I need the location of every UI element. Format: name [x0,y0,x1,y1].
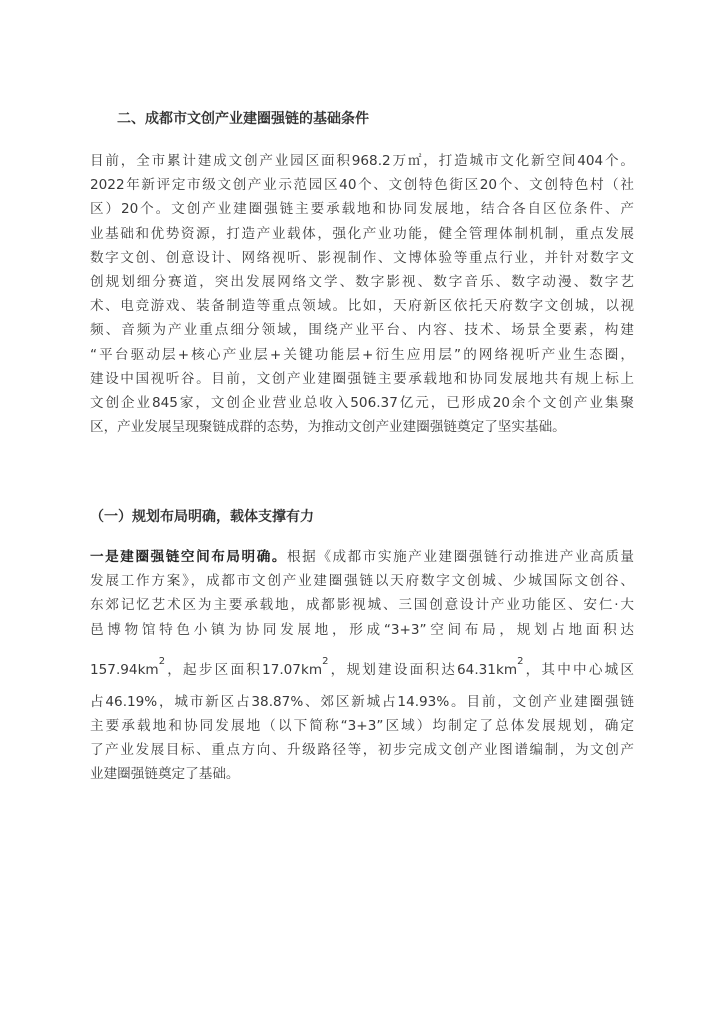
paragraph-line: 占46.19%，城市新区占38.87%、郊区新城占14.93%。目前，文创产业建圈强链 [90,693,634,710]
paragraph-infrastructure [90,149,634,439]
paragraph-line: 术、电竞游戏、装备制造等重点领域。比如，天府新区依托天府数字文创城，以视 [90,298,634,315]
paragraph-lead-phrase: 一是建圈强链空间布局明确。 [90,549,288,565]
paragraph-line-area [90,642,634,690]
paragraph-line [90,545,634,569]
paragraph-line: 2022年新评定市级文创产业示范园区40个、文创特色街区20个、文创特色村（社 [90,177,634,194]
paragraph-line: 主要承载地和协同发展地（以下简称“3+3”区域）均制定了总体发展规划，确定 [90,717,634,734]
paragraph-line: 东郊记忆艺术区为主要承载地，成都影视城、三国创意设计产业功能区、安仁·大 [90,597,634,614]
superscript: 2 [158,655,166,667]
paragraph-line: 了产业发展目标、重点方向、升级路径等，初步完成文创产业图谱编制，为文创产 [90,742,634,759]
paragraph-line: 业建圈强链奠定了基础。 [90,766,240,783]
paragraph-line: 发展工作方案》，成都市文创产业建圈强链以天府数字文创城、少城国际文创谷、 [90,573,634,590]
area-text: ，起步区面积17.07km [165,661,323,678]
paragraph-line: 邑博物馆特色小镇为协同发展地，形成“3+3”空间布局，规划占地面积达 [90,621,634,638]
section-heading: 二、成都市文创产业建圈强链的基础条件 [117,111,369,127]
paragraph-line: 文创企业845家，文创企业营业总收入506.37亿元，已形成20余个文创产业集聚 [90,394,634,411]
area-text: ，规划建设面积达64.31km [328,661,518,678]
superscript: 2 [322,655,329,667]
paragraph-text: 根据《成都市实施产业建圈强链行动推进产业高质量 [287,549,635,565]
subsection-heading: （一）规划布局明确，载体支撑有力 [90,509,314,525]
paragraph-line: 区，产业发展呈现聚链成群的态势，为推动文创产业建圈强链奠定了坚实基础。 [90,419,566,436]
paragraph-line: 频、音频为产业重点细分领域，围绕产业平台、内容、技术、场景全要素，构建 [90,322,634,339]
paragraph-line: 创规划细分赛道，突出发展网络文学、数字影视、数字音乐、数字动漫、数字艺 [90,273,634,290]
area-text: 157.94km [90,661,159,678]
paragraph-line: 建设中国视听谷。目前，文创产业建圈强链主要承载地和协同发展地共有规上标上 [90,370,634,387]
paragraph-line: 数字文创、创意设计、网络视听、影视制作、文博体验等重点行业，并针对数字文 [90,249,634,266]
area-text: ，其中中心城区 [523,661,635,678]
paragraph-line: 目前，全市累计建成文创产业园区面积968.2万㎡，打造城市文化新空间404个。 [90,153,634,169]
paragraph-line: 业基础和优势资源，打造产业载体，强化产业功能，健全管理体制机制，重点发展 [90,225,634,242]
superscript: 2 [517,655,524,667]
paragraph-spatial-layout [90,545,634,787]
paragraph-line: 区）20个。文创产业建圈强链主要承载地和协同发展地，结合各自区位条件、产 [90,201,634,218]
paragraph-line: “平台驱动层+核心产业层+关键功能层+衍生应用层”的网络视听产业生态圈， [90,346,634,363]
